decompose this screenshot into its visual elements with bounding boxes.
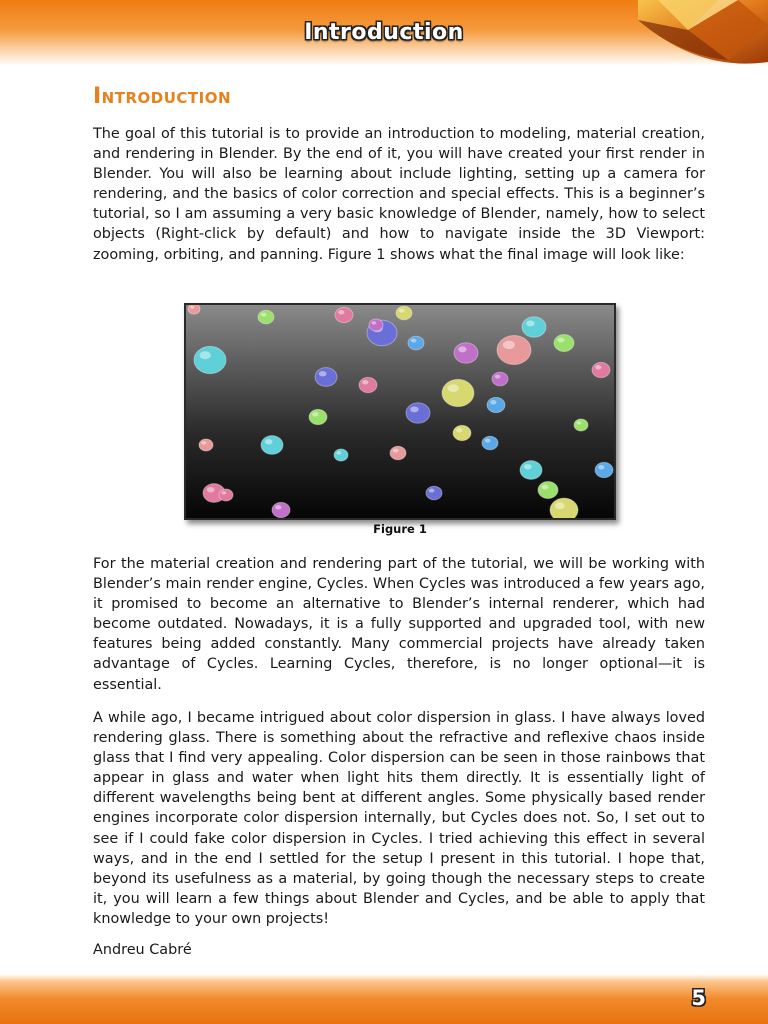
gem [408, 336, 424, 350]
gem [492, 372, 508, 386]
gem [369, 319, 383, 331]
gem [315, 368, 337, 387]
section-title: Introduction [93, 84, 232, 109]
gem [554, 335, 574, 352]
gem [334, 449, 348, 461]
gem [199, 439, 213, 451]
gem [595, 462, 613, 477]
intro-paragraph-1: The goal of this tutorial is to provide an introduction to modeling, material creation, and rendering in Blender. By the end of it, you will have created your first render in Blender. You will also be learning about include lighting, setting up a camera for rendering, and the basics of color correction and special effects. This is a beginner’s tutorial, so I am assuming a very basic knowledge of Blender, namely, how to select objects (Right-click by default) and how to navigate inside the 3D Viewport: zooming, orbiting, and panning. Figure 1 shows what the final image will look like: [93, 126, 705, 263]
gem [219, 489, 233, 501]
gem [258, 310, 274, 324]
gem [390, 446, 406, 460]
header-title: Introduction [304, 20, 464, 45]
figure-1-image [184, 303, 616, 520]
page-number: 5 [691, 986, 706, 1010]
page-header [0, 0, 768, 66]
gem [592, 362, 610, 377]
gem [406, 403, 430, 423]
intro-paragraph-3: A while ago, I became intrigued about color dispersion in glass. I have always loved rendering glass. There is something about the refractive and reflexive chaos inside glass that I find very appealing. Color dispersion can be seen in those rainbows that appear in glass and water when light hits them directly. It is essentially light of different wavelengths being bent at different angles. Some physically based render engines incorporate color dispersion internally, but Cycles does not. So, I set out to see if I could fake color dispersion in Cycles. I tried achieving this effect in several ways, and in the end I settled for the setup I present in this tutorial. I hope that, beyond its usefulness as a material, by going though the necessary steps to create it, you will learn a few things about Blender and Cycles, and be able to apply that knowledge to your own projects! [93, 710, 705, 927]
gem [442, 379, 474, 406]
gem [497, 336, 531, 365]
gem [261, 436, 283, 455]
gem [574, 419, 588, 431]
gem [335, 307, 353, 322]
gem [482, 436, 498, 450]
gem [453, 425, 471, 440]
page-footer [0, 974, 768, 1024]
figure-caption: Figure 1 [373, 522, 427, 536]
author-signature: Andreu Cabré [93, 942, 192, 958]
gem [487, 397, 505, 412]
gem [538, 482, 558, 499]
gem [522, 317, 546, 337]
intro-paragraph-2: For the material creation and rendering part of the tutorial, we will be working with Blender’s main render engine, Cycles. When Cycles was introduced a few years ago, it promised to become an alternative to Blender’s internal renderer, which had become outdated. Nowadays, it is a fully supported and upgraded tool, with new features being added constantly. Many commercial projects have already taken advantage of Cycles. Learning Cycles, therefore, is no longer optional—it is essential. [93, 556, 705, 693]
gem [520, 461, 542, 480]
gem [454, 343, 478, 363]
gem [396, 306, 412, 320]
gem [359, 377, 377, 392]
gems-render [186, 305, 614, 518]
gem [309, 409, 327, 424]
gem [194, 346, 226, 373]
gem [188, 305, 200, 314]
gem [426, 486, 442, 500]
gem [272, 502, 290, 517]
gem [550, 498, 578, 518]
